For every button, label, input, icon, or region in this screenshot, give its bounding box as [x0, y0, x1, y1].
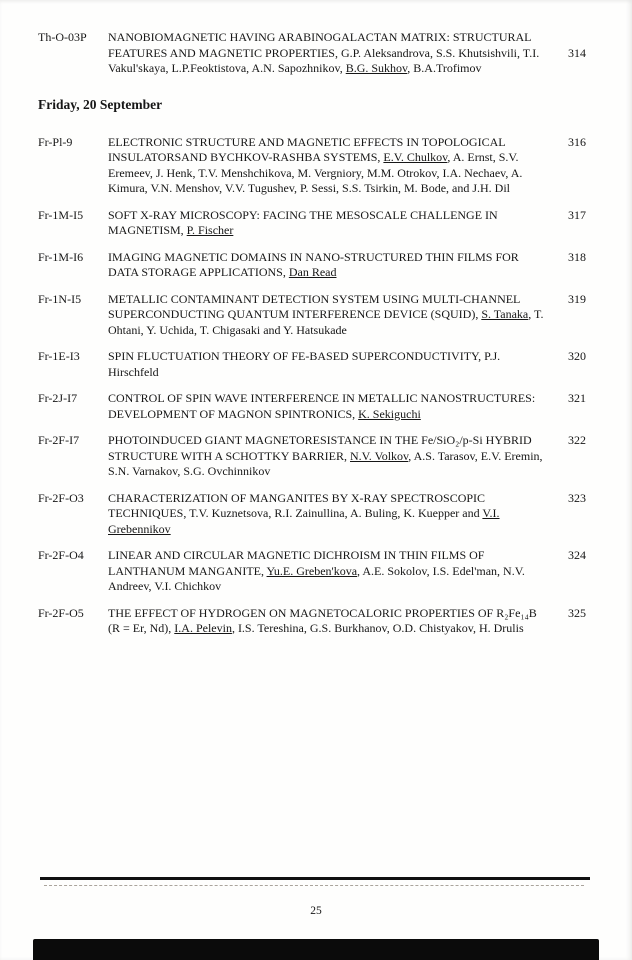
- toc: [38, 30, 602, 648]
- underlined-author: N.V. Volkov: [350, 448, 409, 463]
- title-text: SOFT X-RAY MICROSCOPY: FACING THE MESOSCALE CHALLENGE IN MAGNETISM,: [108, 207, 498, 237]
- underlined-author: P. Fischer: [186, 223, 234, 237]
- title-text: NANOBIOMAGNETIC HAVING ARABINOGALACTAN MATRIX: STRUCTURAL FEATURES AND MAGNETIC PROPERTIES, G.P. Aleksandrova, S.S. Khutsishvili, T.I. Vakul'skaya, L.P.Feoktistova, A.N. Sapozhnikov,: [108, 30, 540, 75]
- underlined-author: E.V. Chulkov: [383, 150, 448, 164]
- entry-title: [108, 433, 545, 480]
- toc-entry: [38, 391, 602, 422]
- session-code: Fr-2F-I7: [38, 433, 80, 447]
- title-text: SPIN FLUCTUATION THEORY OF FE-BASED SUPERCONDUCTIVITY, P.J. Hirschfeld: [108, 349, 501, 379]
- session-code: Fr-2F-O4: [38, 548, 84, 562]
- entry-title: [108, 208, 545, 239]
- toc-entry: [38, 30, 602, 77]
- toc-entry: [38, 606, 602, 637]
- title-text: , B.A.Trofimov: [407, 61, 482, 75]
- entry-title: [108, 349, 545, 380]
- title-text: LINEAR AND CIRCULAR MAGNETIC DICHROISM IN THIN FILMS OF LANTHANUM MANGANITE,: [108, 548, 485, 578]
- toc-entry: [38, 208, 602, 239]
- underlined-author: V.I. Grebennikov: [108, 506, 500, 536]
- title-text: METALLIC CONTAMINANT DETECTION SYSTEM USING MULTI-CHANNEL SUPERCONDUCTING QUANTUM INTERFERENCE DEVICE (SQUID),: [108, 291, 520, 321]
- entry-page-number: 319: [568, 291, 586, 306]
- title-text: CHARACTERIZATION OF MANGANITES BY X-RAY SPECTROSCOPIC TECHNIQUES, T.V. Kuznetsova, R.I. Zainullina, A. Buling, K. Kuepper and: [108, 490, 486, 520]
- title-text: , A.E. Sokolov, I.S. Edel'man, N.V. Andreev, V.I. Chichkov: [108, 563, 525, 593]
- toc-entry: [38, 491, 602, 538]
- scan-edge-artifact: [33, 939, 599, 960]
- session-code: Th-O-03P: [38, 30, 87, 44]
- entry-page-number: 317: [568, 207, 586, 222]
- session-code: Fr-2J-I7: [38, 391, 78, 405]
- entry-page-number: 316: [568, 134, 586, 149]
- footer-page-number: 25: [310, 905, 322, 917]
- entry-title: [108, 250, 545, 281]
- session-code: Fr-Pl-9: [38, 134, 73, 149]
- entry-page-number: 324: [568, 548, 586, 562]
- toc-entry: [38, 135, 602, 197]
- entry-title: [108, 606, 545, 637]
- session-code: Fr-1E-I3: [38, 349, 80, 363]
- session-code: Fr-1M-I6: [38, 249, 84, 264]
- session-code: Fr-2F-O3: [38, 490, 84, 505]
- underlined-author: Yu.E. Greben'kova: [266, 563, 358, 578]
- title-text: , A.S. Tarasov, E.V. Eremin, S.N. Varnakov, S.G. Ovchinnikov: [108, 448, 543, 478]
- entry-title: [108, 30, 545, 77]
- entry-page-number: 321: [568, 391, 586, 405]
- title-text: , T. Ohtani, Y. Uchida, T. Chigasaki and Y. Hatsukade: [108, 307, 544, 337]
- entry-page-number: 314: [568, 45, 586, 60]
- underlined-author: S. Tanaka: [481, 307, 529, 321]
- underlined-author: B.G. Sukhov: [345, 61, 408, 75]
- title-text: PHOTOINDUCED GIANT MAGNETORESISTANCE IN THE Fe/SiO₂/p-Si HYBRID STRUCTURE WITH A SCHOTTKY BARRIER,: [108, 433, 532, 463]
- entry-title: [108, 391, 545, 422]
- entry-title: [108, 491, 545, 538]
- toc-entry: [38, 548, 602, 595]
- underlined-author: I.A. Pelevin: [174, 621, 232, 635]
- session-code: Fr-1N-I5: [38, 291, 82, 306]
- footer-rule: [40, 877, 590, 880]
- title-text: ELECTRONIC STRUCTURE AND MAGNETIC EFFECTS IN TOPOLOGICAL INSULATORSAND BYCHKOV-RASHBA SYSTEMS,: [108, 134, 506, 164]
- title-text: IMAGING MAGNETIC DOMAINS IN NANO-STRUCTURED THIN FILMS FOR DATA STORAGE APPLICATIONS,: [108, 249, 519, 279]
- toc-entry: [38, 433, 602, 480]
- footer-rule-scan-artifact: [44, 885, 584, 886]
- entry-page-number: 320: [568, 349, 586, 363]
- toc-entry: [38, 250, 602, 281]
- section-heading: Friday, 20 September: [38, 96, 163, 112]
- title-text: CONTROL OF SPIN WAVE INTERFERENCE IN METALLIC NANOSTRUCTURES: DEVELOPMENT OF MAGNON SPINTRONICS,: [108, 391, 536, 421]
- underlined-author: Dan Read: [288, 265, 337, 279]
- session-code: Fr-2F-O5: [38, 605, 84, 620]
- entry-page-number: 323: [568, 490, 586, 505]
- entry-page-number: 322: [568, 433, 586, 447]
- entry-title: [108, 135, 545, 197]
- title-text: , A. Ernst, S.V. Eremeev, J. Henk, T.V. Menshchikova, M. Vergniory, M.M. Otrokov, I.A. Nechaev, A. Kimura, V.N. Menshov, V.V. Tugushev, P. Sessi, S.S. Tsirkin, M. Bode, and J.H. Dil: [108, 150, 523, 195]
- title-text: THE EFFECT OF HYDROGEN ON MAGNETOCALORIC PROPERTIES OF R₂Fe₁₄B (R = Er, Nd),: [108, 605, 537, 635]
- underlined-author: K. Sekiguchi: [358, 406, 421, 421]
- title-text: , I.S. Tereshina, G.S. Burkhanov, O.D. Chistyakov, H. Drulis: [231, 621, 524, 635]
- session-code: Fr-1M-I5: [38, 207, 84, 222]
- toc-entry: [38, 349, 602, 380]
- entry-page-number: 318: [568, 249, 586, 264]
- entry-title: [108, 292, 545, 339]
- entry-title: [108, 548, 545, 595]
- entry-page-number: 325: [568, 605, 586, 620]
- toc-entry: [38, 292, 602, 339]
